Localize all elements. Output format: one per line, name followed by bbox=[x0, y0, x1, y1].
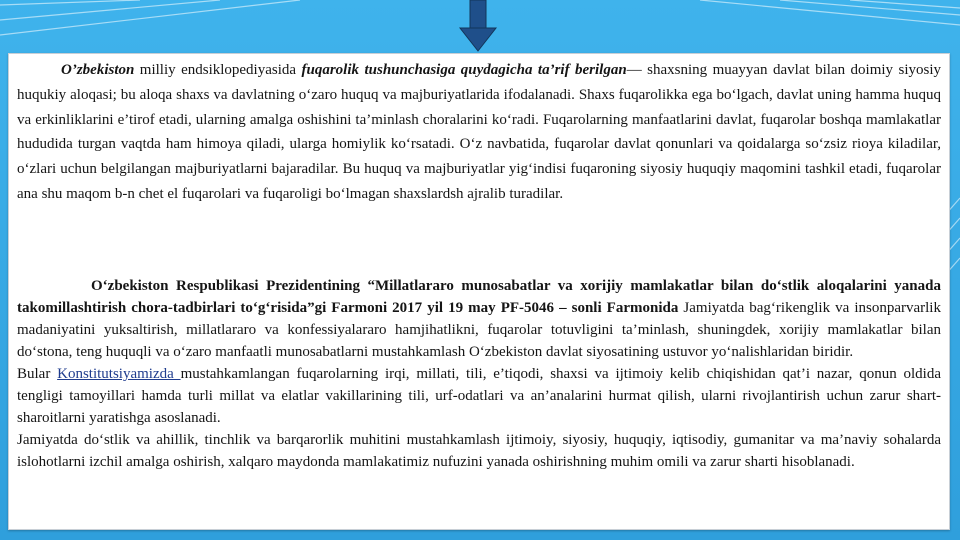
decree-section bbox=[17, 275, 941, 473]
definition-text-a: milliy endsiklopediyasida bbox=[134, 62, 302, 78]
content-card bbox=[8, 53, 950, 530]
decree-body: Jamiyatda bag‘rikenglik va insonparvarlik madaniyatini yuksaltirish, millatlararo va konfessiyalararo hamjihatlikni, fuqarolar totuvligini ta’minlash, shuningdek, xorijiy mamlakatlar bilan do‘stona, teng huquqli va o‘zaro manfaatli munosabatlarni mustahkamlash O‘zbekiston davlat siyosatining ustuvor yo‘nalishlaridan biridir. bbox=[17, 300, 941, 360]
constitution-link[interactable]: Konstitutsiyamizda bbox=[57, 366, 181, 382]
definition-source-lead: O’zbekiston bbox=[61, 62, 135, 78]
decree-paragraph bbox=[17, 275, 941, 363]
decree-title: O‘zbekiston Respublikasi Prezidentining “Millatlararo munosabatlar va xorijiy mamlakatlar bilan do‘stlik aloqalarini yanada takomillashtirish chora-tadbirlari to‘g‘risida”gi Farmoni 2017 yil 19 may PF-5046 – sonli Farmonida bbox=[17, 278, 941, 316]
definition-term-2: tushunchasiga quydagicha ta’rif berilgan bbox=[364, 62, 627, 78]
definition-term-1: fuqarolik bbox=[301, 62, 360, 78]
definition-text-c: — shaxsning muayyan davlat bilan doimiy siyosiy huqukiy aloqasi; bu aloqa shaxs va davlatning o‘zaro huquq va majburiyatlarida ifodalanadi. Shaxs fuqarolikka ega bo‘lgach, davlat uning hamma huquq va erkinliklarini e’tirof etadi, ularning amalga oshishini ta’minlash choralarini ko‘radi. Fuqarolarning manfaatlarini davlat, fuqarolar boshqa mamlakatlar hududida turgan vaqtda ham himoya qiladi, ularga homiylik ko‘rsatadi. O‘z navbatida, fuqarolar davlat qonunlari va qoidalarga so‘zsiz rioya kiladilar, o‘zlari uchun belgilangan majburiyatlarni bajaradilar. Bu huquq va majburiyatlar yig‘indisi fuqaroning siyosiy huquqiy maqomini tashkil etadi, fuqarolar ana shu maqom b-n chet el fuqarolari va fuqaroligi bo‘lmagan shaxslardsh ajralib turadilar. bbox=[17, 62, 941, 202]
definition-paragraph bbox=[17, 58, 941, 207]
friendship-paragraph: Jamiyatda do‘stlik va ahillik, tinchlik va barqarorlik muhitini mustahkamlash ijtimoiy, siyosiy, huquqiy, iqtisodiy, gumanitar va ma’naviy sohalarda islohotlarni izchil amalga oshirish, xalqaro maydonda mamlakatimiz nufuzini yanada oshirishning muhim omili va zarur sharti hisoblanadi. bbox=[17, 432, 941, 470]
constitution-paragraph: Bular Konstitutsiyamizda mustahkamlangan fuqarolarning irqi, millati, tili, e’tiqodi, shaxsi va ijtimoiy kelib chiqishidan qat’i nazar, qonun oldida tengligi tamoyillari hamda turli millat va elatlar vakillarining tili, urf-odatlari va an’analarini hurmat qilish, ularni rivojlantirish uchun zarur shart-sharoitlarni yaratishga asoslanadi. bbox=[17, 366, 941, 426]
down-arrow-icon bbox=[458, 0, 498, 52]
